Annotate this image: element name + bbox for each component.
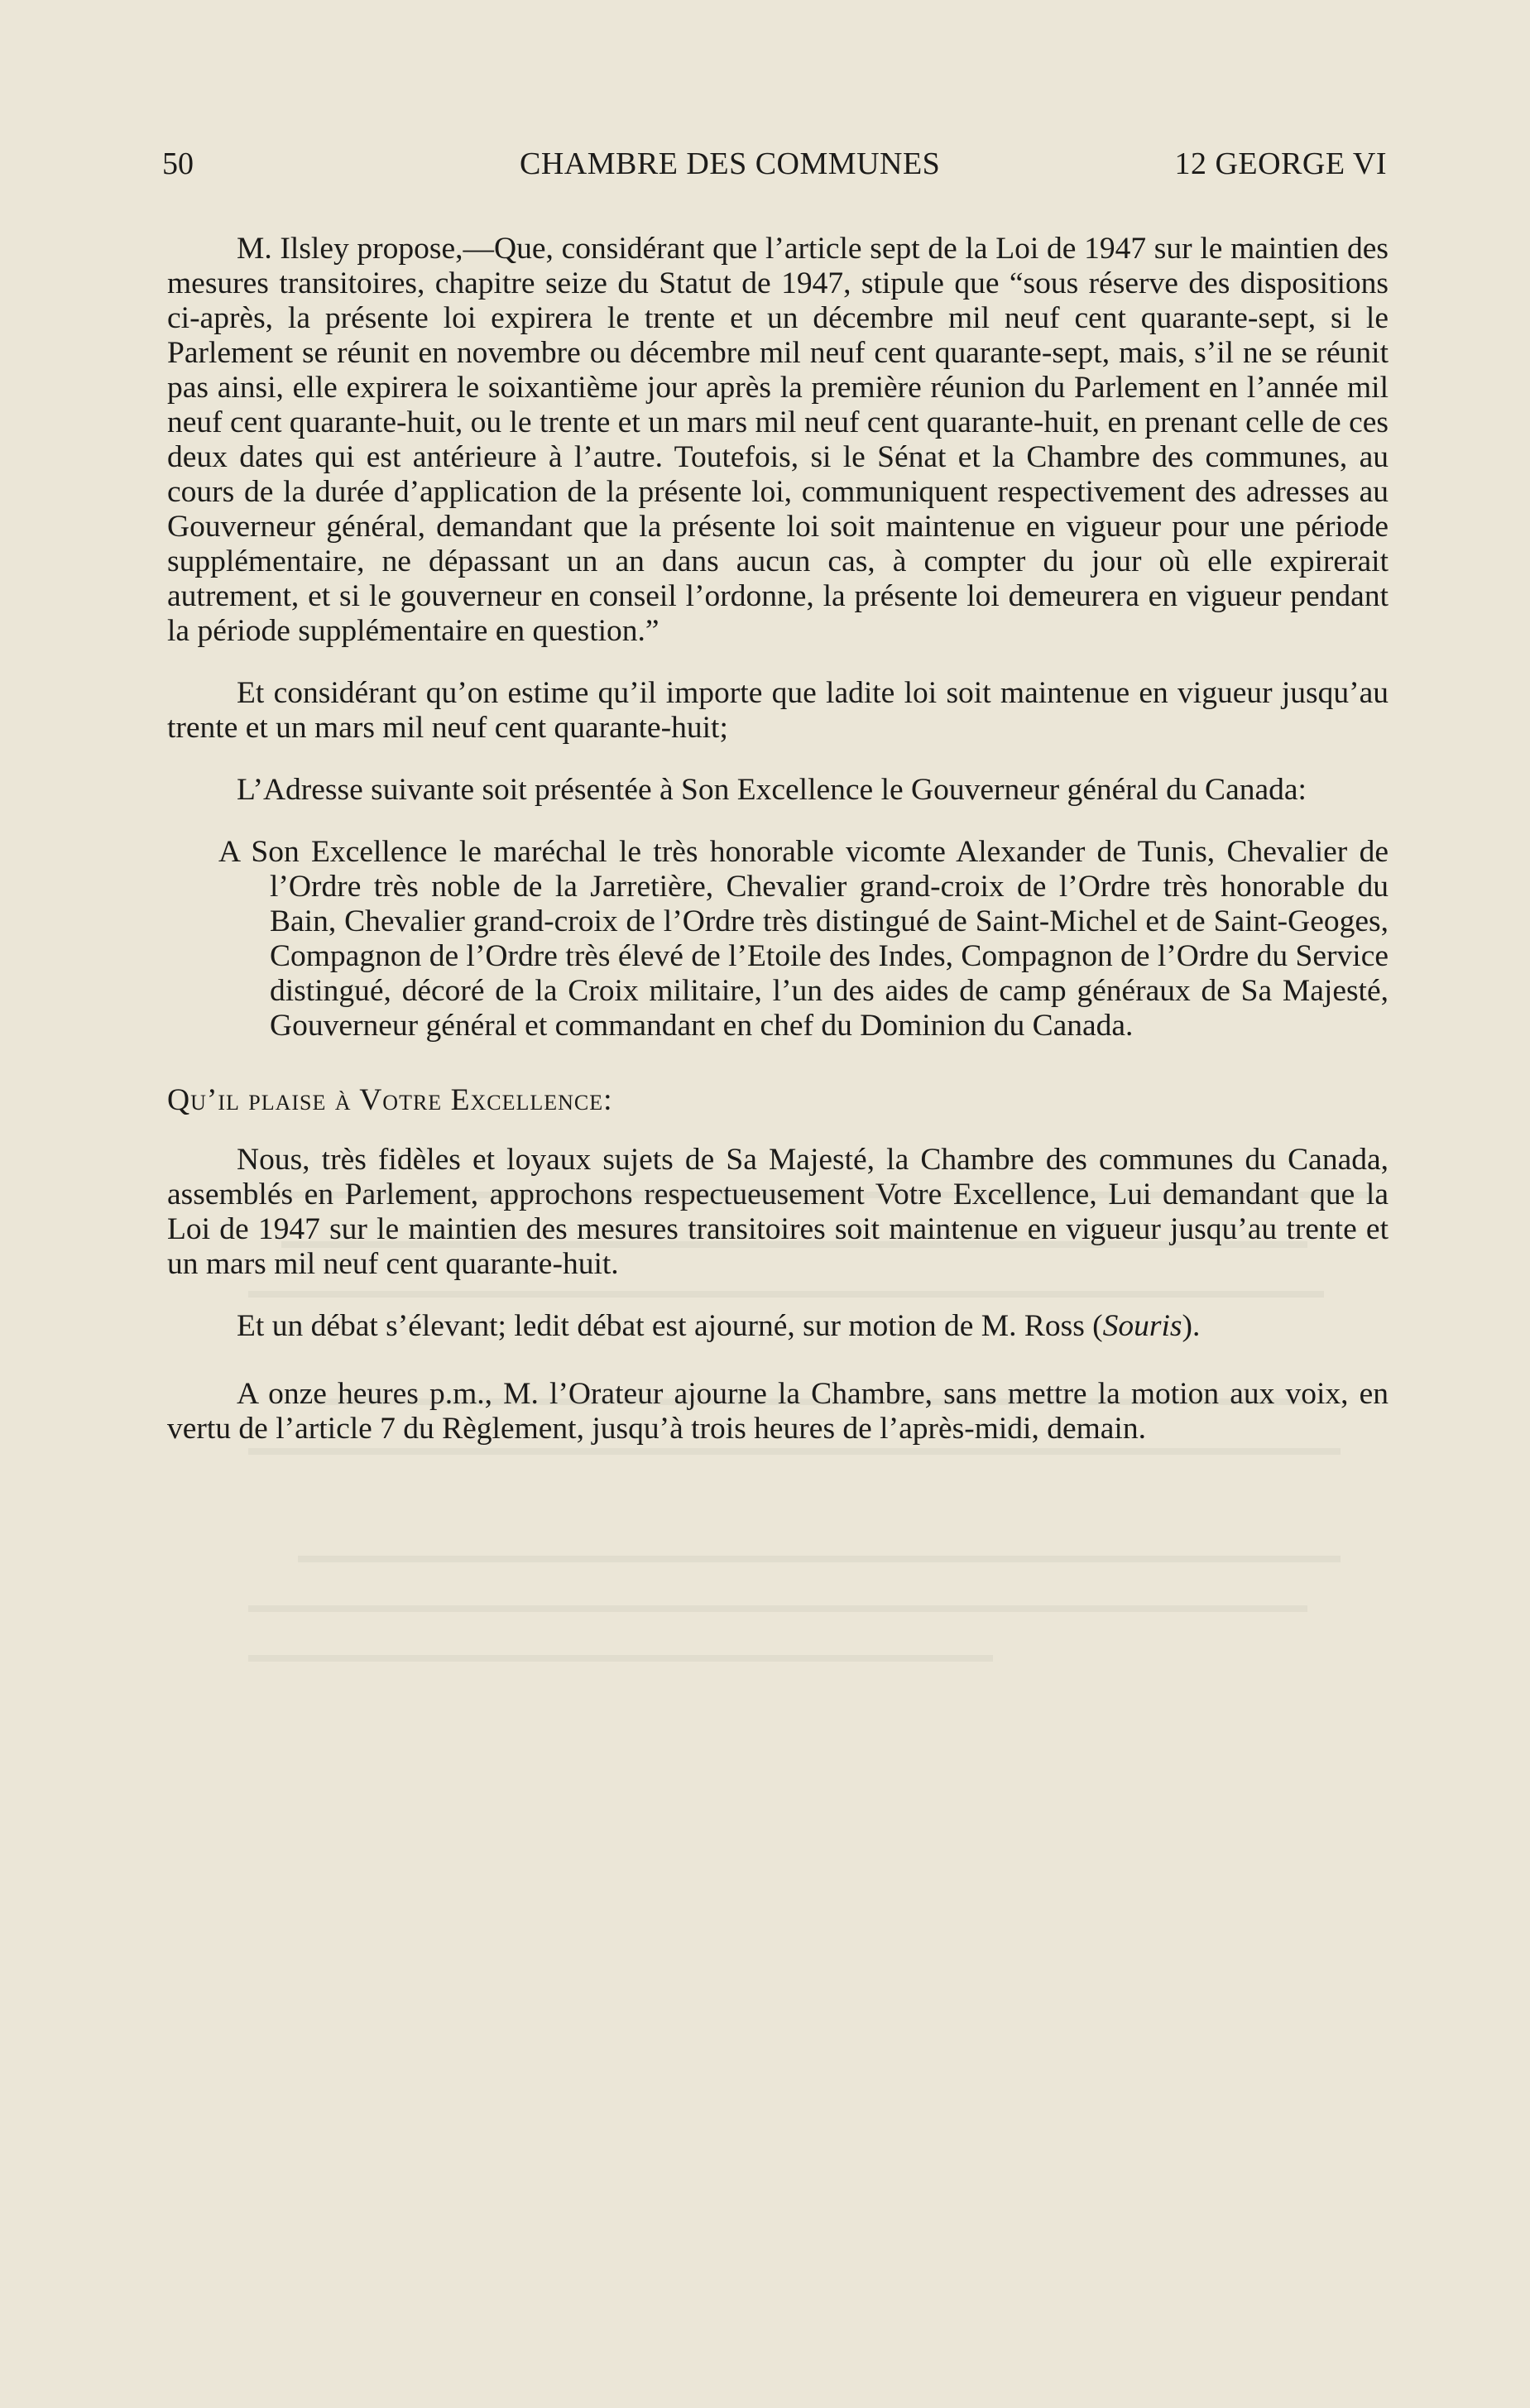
- debate-text: Et un débat s’élevant; ledit débat est ajourné, sur motion de M. Ross (: [237, 1309, 1103, 1343]
- address-salutation-heading: Qu’il plaise à Votre Excellence:: [167, 1083, 613, 1117]
- whereas-paragraph: Et considérant qu’on estime qu’il importe que ladite loi soit maintenue en vigueur jusqu’au trente et un mars mil neuf cent quarante-huit;: [167, 676, 1389, 745]
- house-adjourned-paragraph: A onze heures p.m., M. l’Orateur ajourne la Chambre, sans mettre la motion aux voix, en vertu de l’article 7 du Règlement, jusqu’à trois heures de l’après-midi, demain.: [167, 1377, 1389, 1446]
- address-body-paragraph: Nous, très fidèles et loyaux sujets de Sa Majesté, la Chambre des communes du Canada, assemblés en Parlement, approchons respectueusement Votre Excellence, Lui demandant que la Loi de 1947 sur le maintien des mesures transitoires soit maintenue en vigueur jusqu’au trente et un mars mil neuf cent quarante-huit.: [167, 1143, 1389, 1281]
- address-intro-paragraph: L’Adresse suivante soit présentée à Son Excellence le Gouverneur général du Canada:: [237, 773, 1307, 807]
- regnal-year: 12 GEORGE VI: [1174, 146, 1387, 181]
- page-number: 50: [162, 146, 194, 181]
- motion-paragraph: M. Ilsley propose,—Que, considérant que l’article sept de la Loi de 1947 sur le maintien des mesures transitoires, chapitre seize du Statut de 1947, stipule que “sous réserve des dispositions ci-après, la présente loi expirera le trente et un décembre mil neuf cent quarante-sept, si le Parlement se réunit en novembre ou décembre mil neuf cent quarante-sept, mais, s’il ne se réunit pas ainsi, elle expirera le soixantième jour après la première réunion du Parlement en l’année mil neuf cent quarante-huit, ou le trente et un mars mil neuf cent quarante-huit, en prenant celle de ces deux dates qui est antérieure à l’autre. Toutefois, si le Sénat et la Chambre des communes, au cours de la durée d’application de la présente loi, communiquent respectivement des adresses au Gouverneur général, demandant que la présente loi soit maintenue en vigueur pour une période supplémentaire, ne dépassant un an dans aucun cas, à compter du jour où elle expirerait autrement, et si le gouverneur en conseil l’ordonne, la présente loi demeurera en vigueur pendant la période supplémentaire en question.”: [167, 232, 1389, 648]
- journal-body: [167, 232, 1389, 1474]
- debate-adjourned-paragraph: [167, 1309, 1389, 1344]
- running-title: CHAMBRE DES COMMUNES: [520, 146, 941, 181]
- address-recipient-paragraph: A Son Excellence le maréchal le très honorable vicomte Alexander de Tunis, Chevalier de l’Ordre très noble de la Jarretière, Chevalier grand-croix de l’Ordre très honorable du Bain, Chevalier grand-croix de l’Ordre très distingué de Saint-Michel et de Saint-Geoges, Compagnon de l’Ordre très élevé de l’Etoile des Indes, Compagnon de l’Ordre du Service distingué, décoré de la Croix militaire, l’un des aides de camp généraux de Sa Majesté, Gouverneur général et commandant en chef du Dominion du Canada.: [218, 835, 1389, 1043]
- debate-text-end: ).: [1182, 1309, 1201, 1343]
- page-header: [162, 139, 1387, 189]
- riding-name: Souris: [1102, 1309, 1182, 1343]
